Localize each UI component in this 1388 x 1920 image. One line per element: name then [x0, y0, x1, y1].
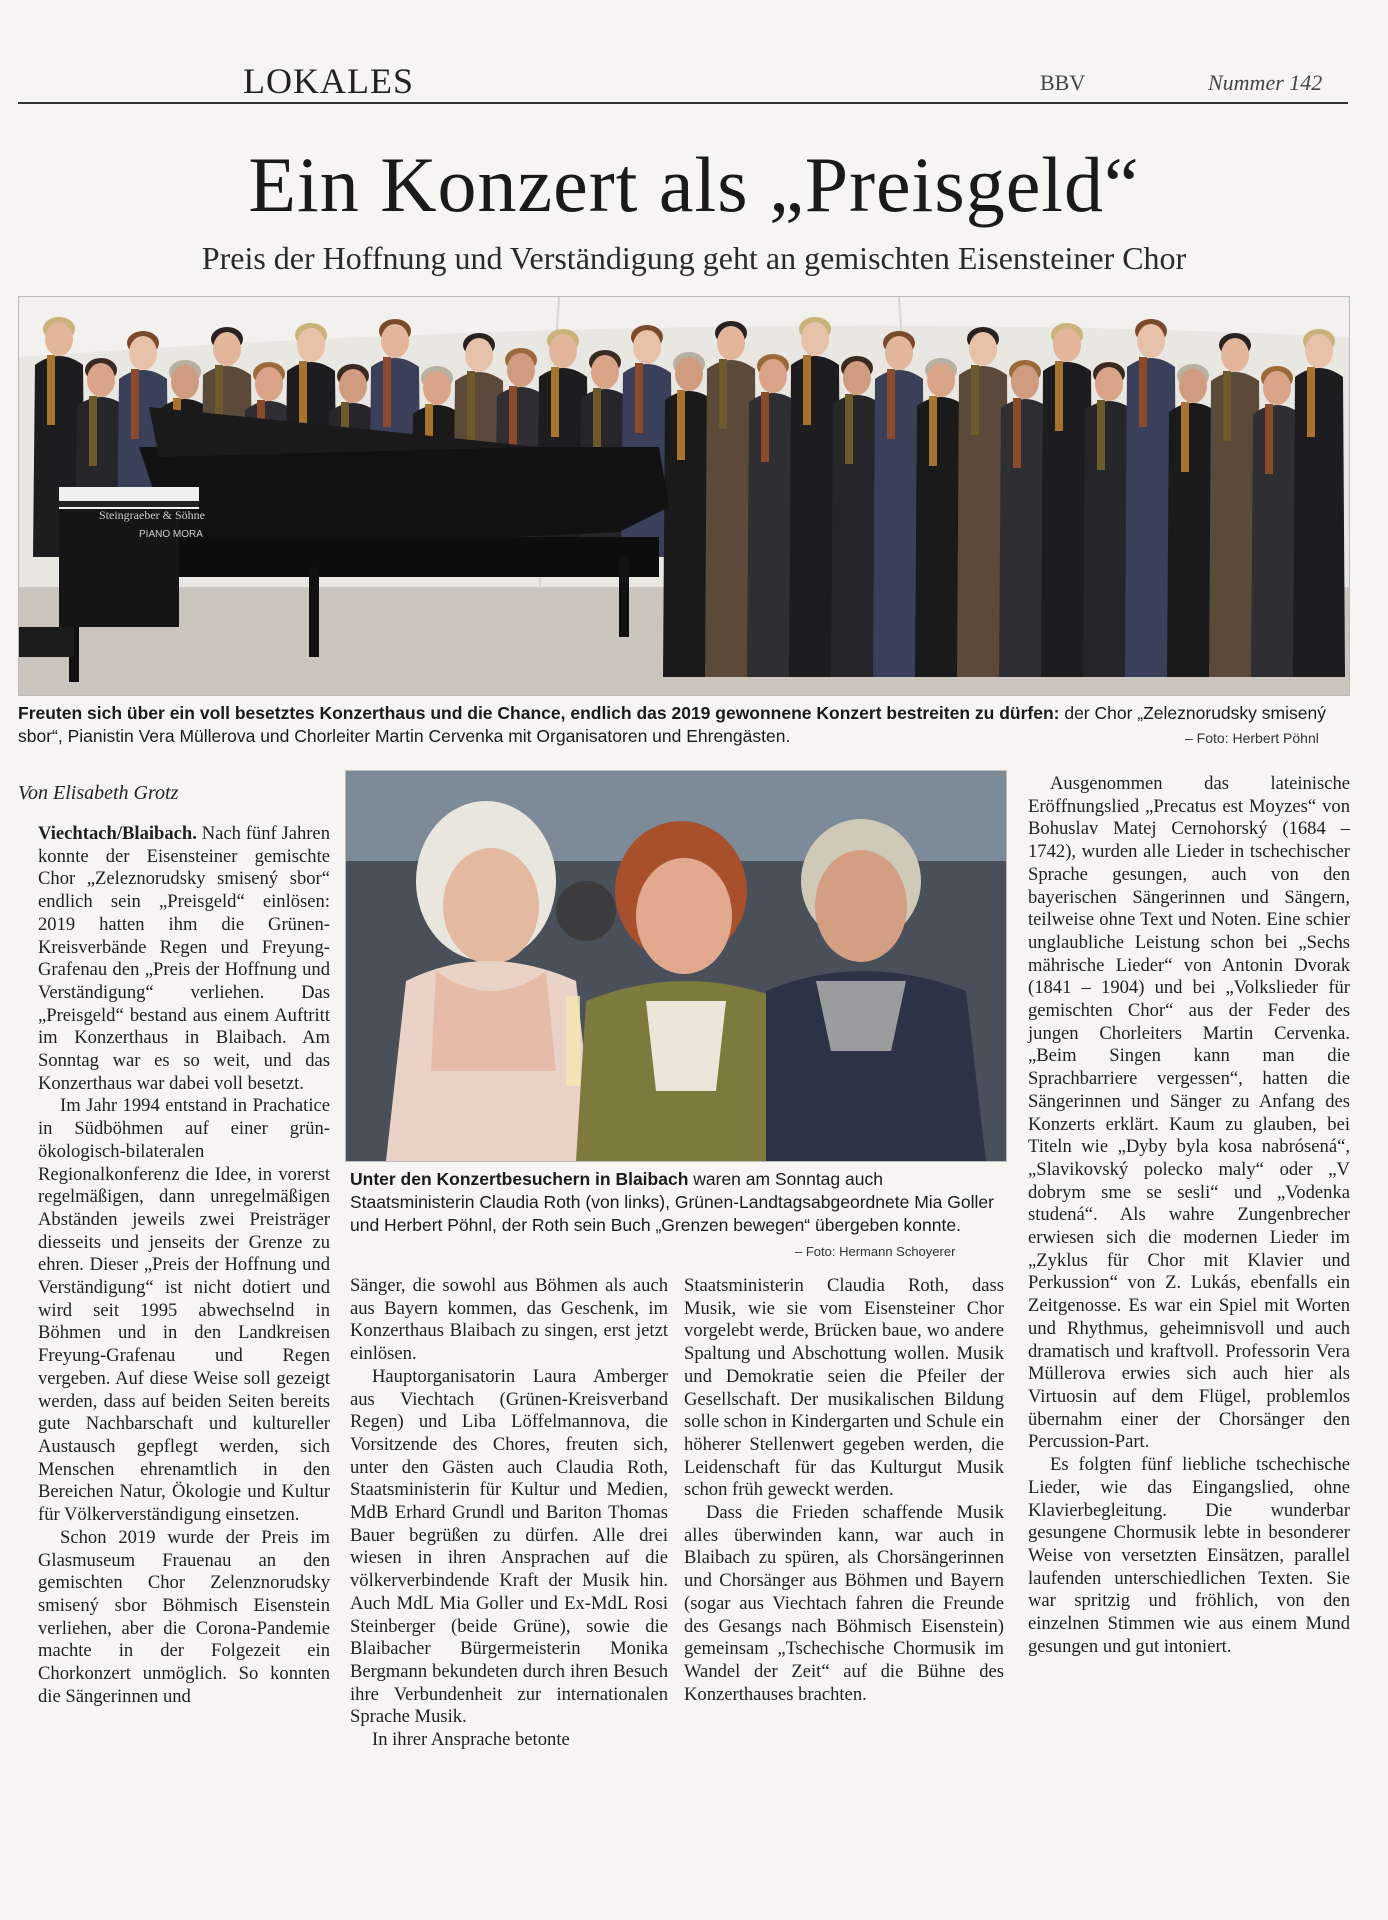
visitors-photo — [345, 770, 1007, 1162]
paragraph: Es folgten fünf liebliche tschechische Lieder, wie das Eingangslied, ohne Klavierbegleitung. Die wunderbar gesungene Chormusik lebte in besonderer Weise von versetzten Einsätzen, parallel laufenden unterschiedlichen Texten. Sie war spritzig und fröhlich, von den einzelnen Stimmen wie aus einem Mund gesungen und gut intoniert. — [1028, 1454, 1350, 1657]
photo1-caption-bold: Freuten sich über ein voll besetztes Konzerthaus und die Chance, endlich das 2019 gewonnene Konzert bestreiten zu dürfen: — [18, 703, 1060, 723]
paragraph: Schon 2019 wurde der Preis im Glasmuseum Frauenau an den gemischten Chor Zelenznorudsky smisený sbor Böhmisch Eisenstein verliehen, aber die Corona-Pandemie machte in der Folgezeit ein Chorkonzert unmöglich. So konnten die Sängerinnen und — [38, 1526, 330, 1707]
article-column-1 — [38, 823, 330, 1708]
header-rule — [18, 102, 1348, 104]
paragraph: Staatsministerin Claudia Roth, dass Musik, wie sie vom Eisensteiner Chor vorgelebt werde, Brücken baue, wo andere Spaltung und Abschottung wollen. Musik und Demokratie seien die Pfeiler der Gesellschaft. Der musikalischen Bildung solle schon in Kindergarten und Schule ein höherer Stellenwert gegeben werden, die Leidenschaft für das Kulturgut Musik schon früh geweckt werden. — [684, 1275, 1004, 1501]
article-column-3 — [684, 1275, 1004, 1706]
paragraph — [38, 823, 330, 1095]
section-title: LOKALES — [243, 61, 414, 101]
article-column-4 — [1028, 773, 1350, 1658]
paragraph: Dass die Frieden schaffende Musik alles überwinden kann, war auch in Blaibach zu spüren, als Chorsängerinnen und Chorsänger aus Böhmen und Bayern (sogar aus Viechtach fahren die Freunde des Gesangs nach Böhmisch Eisenstein) gemeinsam „Tschechische Chormusik im Wandel der Zeit“ auf die Bühne des Konzerthauses brachten. — [684, 1502, 1004, 1705]
photo2-caption — [350, 1168, 1005, 1237]
choir-photo-graphic — [19, 297, 1349, 695]
paragraph: Im Jahr 1994 entstand in Prachatice in Südböhmen auf einer grün-ökologisch-bilateralen Regionalkonferenz die Idee, in vorerst regelmäßigen, dann unregelmäßigen Abständen jeweils zwei Preisträger diesseits und jenseits der Grenze zu ehren. Dieser „Preis der Hoffnung und Verständigung“ ist nicht dotiert und wird seit 1995 abwechselnd in Böhmen und in den Landkreisen Freyung-Grafenau und Regen vergeben. Auf diese Weise soll gezeigt werden, dass auf beiden Seiten bereits gute Nachbarschaft und kultureller Austausch gepflegt werden, sich Menschen ehrenamtlich in den Bereichen Natur, Ökologie und Kultur für Völkerverständigung einsetzen. — [38, 1095, 330, 1526]
issue-number: Nummer 142 — [1208, 70, 1323, 95]
photo1-caption-text: der Chor „Zeleznorudsky smisený sbor“, Pianistin Vera Müllerova und Chorleiter Martin Cervenka mit Organisatoren und Ehrengästen. — [18, 703, 1326, 746]
visitors-photo-graphic — [346, 771, 1006, 1161]
choir-photo — [18, 296, 1350, 696]
piano-brand: Steingraeber & Söhne — [99, 508, 205, 522]
paragraph: Ausgenommen das lateinische Eröffnungslied „Precatus est Moyzes“ von Bohuslav Matej Cernohorský (1684 – 1742), wurden alle Lieder in tschechischer Sprache gesungen, auch von den bayerischen Sängerinnen und Sängern, teilweise ohne Text und Noten. Eine schier unglaubliche Leistung schon bei „Sechs mährische Lieder“ von Antonin Dvorak (1841 – 1904) und bei „Volkslieder für gemischten Chor“ aus der Feder des jungen Chorleiters Martin Cervenka. „Beim Singen kann man die Sprachbarriere vergessen“, hatten die Sängerinnen und Sänger zu Anfang des Konzerts erklärt. Kaum zu glauben, bei Titeln wie „Dyby byla kosa nabrósená“, „Slavikovský polecko maly“ oder „V dobrym sme se sesli“ und „Vodenka studená“. Als wahre Zungenbrecher erwiesen sich die modernen Lieder im „Zyklus für Chor mit Klavier und Perkussion“ von Z. Lukás, ebenfalls ein Zeitgenosse. Es war ein Spiel mit Worten und Rhythmus, geheimnisvoll und auch dramatisch und kraftvoll. Professorin Vera Müllerova erwies sich auch hier als Virtuosin auf dem Flügel, problemlos übernahm einer der Chorsänger den Percussion-Part. — [1028, 773, 1350, 1453]
photo1-caption — [18, 702, 1348, 748]
paragraph: In ihrer Ansprache betonte — [372, 1729, 570, 1751]
paragraph: Hauptorganisatorin Laura Amberger aus Viechtach (Grünen-Kreisverband Regen) und Liba Löffelmannova, die Vorsitzende des Chores, freuten sich, unter den Gästen auch Claudia Roth, Staatsministerin für Kultur und Medien, MdB Erhard Grundl und Bariton Thomas Bauer begrüßen zu dürfen. Alle drei wiesen in ihren Ansprachen auf die völkerverbindende Kraft der Musik hin. Auch MdL Mia Goller und Ex-MdL Rosi Steinberger (beide Grüne), sowie die Blaibacher Bürgermeisterin Monika Bergmann bekundeten durch ihren Besuch ihre Verbundenheit zur internationalen Sprache Musik. — [350, 1365, 668, 1728]
dateline: Viechtach/Blaibach. — [38, 823, 197, 844]
subheadline: Preis der Hoffnung und Verständigung geht an gemischten Eisensteiner Chor — [201, 240, 1187, 276]
publication-name: BBV — [1040, 70, 1086, 95]
piano-label: PIANO MORA — [139, 529, 203, 540]
headline: Ein Konzert als „Preisgeld“ — [248, 141, 1140, 228]
photo2-caption-bold: Unter den Konzertbesuchern in Blaibach — [350, 1169, 689, 1189]
photo1-credit: – Foto: Herbert Pöhnl — [1185, 730, 1319, 746]
paragraph-text: Nach fünf Jahren konnte der Eisensteiner gemischte Chor „Zeleznorudsky smisený sbor“ endlich sein „Preisgeld“ einlösen: 2019 hatten ihm die Grünen-Kreisverbände Regen und Freyung-Grafenau den „Preis der Hoffnung und Verständigung“ verliehen. Das „Preisgeld“ bestand aus einem Auftritt im Konzerthaus in Blaibach. Am Sonntag war es so weit, und das Konzerthaus war dabei voll besetzt. — [38, 823, 330, 1094]
article-column-2 — [350, 1275, 668, 1752]
paragraph: Sänger, die sowohl aus Böhmen als auch aus Bayern kommen, das Geschenk, im Konzerthaus Blaibach zu singen, erst jetzt einlösen. — [350, 1275, 668, 1365]
photo2-credit: – Foto: Hermann Schoyerer — [795, 1244, 956, 1259]
byline: Von Elisabeth Grotz — [18, 782, 179, 804]
photo2-caption-text: waren am Sonntag auch Staatsministerin Claudia Roth (von links), Grünen-Landtagsabgeordnete Mia Goller und Herbert Pöhnl, der Roth sein Buch „Grenzen bewegen“ übergeben konnte. — [350, 1169, 994, 1235]
